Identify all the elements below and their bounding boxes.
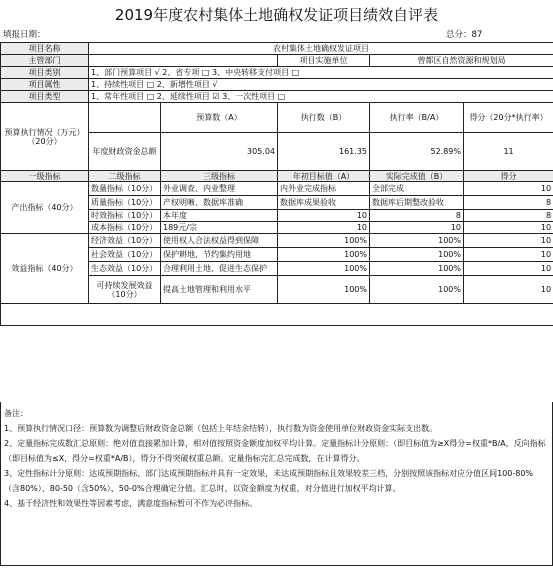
table-row-cell: 10 [464, 248, 553, 262]
budget-value: 305.04 [161, 133, 278, 171]
table-row-cell: 100% [278, 262, 370, 276]
category-label: 项目类别 [1, 67, 89, 79]
h-target: 年初目标值（A） [278, 171, 370, 182]
h-score: 得分 [464, 171, 553, 182]
table-row-cell: 使用权人合法权益得到保障 [161, 234, 278, 248]
h-actual: 实际完成值（B） [370, 171, 464, 182]
col-exec: 执行数（B） [278, 103, 370, 133]
impl-unit: 曾都区自然资源和规划局 [370, 55, 553, 67]
budget-blank [89, 103, 161, 133]
type-text: 1、常年性项目 □ 2、延续性项目 ☑ 3、一次性项目 □ [89, 91, 553, 103]
table-row-cell: 数据库成果验收 [278, 196, 370, 210]
col-rate: 执行率（B/A） [370, 103, 464, 133]
project-name: 农村集体土地确权发证项目 [89, 43, 553, 55]
table-row-cell: 100% [370, 276, 464, 304]
note-1: 1、预算执行情况口径：预算数为调整后财政资金总额（包括上年结余结转），执行数为资金使用单位财政资金实际支出数。 [4, 424, 438, 433]
table-row-cell: 10 [464, 222, 553, 234]
col-budget: 预算数（A） [161, 103, 278, 133]
table-row-cell: 质量指标（10分） [89, 196, 161, 210]
exec-value: 161.35 [278, 133, 370, 171]
notes-heading: 备注： [4, 409, 28, 418]
page-title: 2019年度农村集体土地确权发证项目绩效自评表 [114, 6, 439, 24]
budget-label: 预算执行情况（万元）（20分） [1, 103, 89, 171]
type-label: 项目类型 [1, 91, 89, 103]
budget-row-label: 年度财政资金总额 [89, 133, 161, 171]
impl-unit-label: 项目实施单位 [278, 55, 370, 67]
note-4: 4、基于经济性和效果性等因素考虑，满意度指标暂可不作为必评指标。 [4, 499, 258, 508]
table-row-cell: 提高土地管理和利用水平 [161, 276, 278, 304]
table-row-cell: 保护耕地、节约集约用地 [161, 248, 278, 262]
notes-section [0, 402, 553, 566]
table-row-cell: 10 [278, 222, 370, 234]
table-row-cell: 189元/宗 [161, 222, 278, 234]
table-row-cell: 10 [464, 262, 553, 276]
h-level1: 一级指标 [1, 171, 89, 182]
h-level2: 二级指标 [89, 171, 161, 182]
evaluation-table [0, 42, 553, 326]
table-row-cell: 8 [464, 210, 553, 222]
table-row-cell: 内外业完成指标 [278, 182, 370, 196]
rate-value: 52.89% [370, 133, 464, 171]
blank-row [1, 304, 553, 326]
table-row-cell: 100% [370, 262, 464, 276]
fill-date-label: 填报日期： [3, 30, 46, 40]
table-row-cell: 8 [464, 196, 553, 210]
table-row-cell: 数量指标（10分） [89, 182, 161, 196]
table-row-cell: 100% [370, 248, 464, 262]
table-row-cell: 100% [278, 248, 370, 262]
table-row-cell: 100% [278, 276, 370, 304]
attr-label: 项目属性 [1, 79, 89, 91]
category-text: 1、部门预算项目 √ 2、省专项 □ 3、中央转移支付项目 □ [89, 67, 553, 79]
table-row-cell: 社会效益（10分） [89, 248, 161, 262]
output-label: 产出指标（40分） [1, 182, 89, 234]
dept-value [89, 55, 278, 67]
table-row-cell: 10 [464, 276, 553, 304]
table-row-cell: 100% [370, 234, 464, 248]
col-score: 得分（20分*执行率） [464, 103, 553, 133]
note-2: 2、定量指标完成数汇总原则：绝对值直接累加计算，相对值按照资金额度加权平均计算。定量指标计分原则：（即目标值为≥X得分=权重*B/A，反向指标（即目标值为≤X，得分=权重*A/B），得分不得突破权重总额。定量指标完汇总完成数，在计算得分。 [4, 439, 546, 463]
table-row-cell: 10 [370, 222, 464, 234]
note-3: 3、定性指标计分原则：达成预期指标、部门达成预期指标并具有一定效果，未达成预期指标且效果较差三档，分别按照该指标对应分值区间100-80%（含80%）、80-50（含50%）、50-0%合理确定分值。汇总时，以资金额度为权重，对分值进行加权平均计算。 [4, 469, 534, 493]
table-row-cell: 10 [278, 210, 370, 222]
effect-label: 效益指标（40分） [1, 234, 89, 304]
table-row-cell: 可持续发展效益（10分） [89, 276, 161, 304]
table-row-cell: 合理利用土地、促进生态保护 [161, 262, 278, 276]
table-row-cell: 8 [370, 210, 464, 222]
table-row-cell: 10 [464, 234, 553, 248]
table-row-cell: 产权明晰、数据库准确 [161, 196, 278, 210]
attr-text: 1、持续性项目 □ 2、新增性项目 √ [89, 79, 553, 91]
h-level3: 三级指标 [161, 171, 278, 182]
dept-label: 主管部门 [1, 55, 89, 67]
table-row-cell: 生态效益（10分） [89, 262, 161, 276]
project-name-label: 项目名称 [1, 43, 89, 55]
table-row-cell: 外业调查、内业整理 [161, 182, 278, 196]
table-row-cell: 数据库后期整改验收 [370, 196, 464, 210]
table-row-cell: 全部完成 [370, 182, 464, 196]
total-score: 总分：87 [446, 30, 483, 40]
table-row-cell: 10 [464, 182, 553, 196]
table-row-cell: 经济效益（10分） [89, 234, 161, 248]
table-row-cell: 时效指标（10分） [89, 210, 161, 222]
table-row-cell: 本年度 [161, 210, 278, 222]
score-value: 11 [464, 133, 553, 171]
table-row-cell: 100% [278, 234, 370, 248]
table-row-cell: 成本指标（10分） [89, 222, 161, 234]
